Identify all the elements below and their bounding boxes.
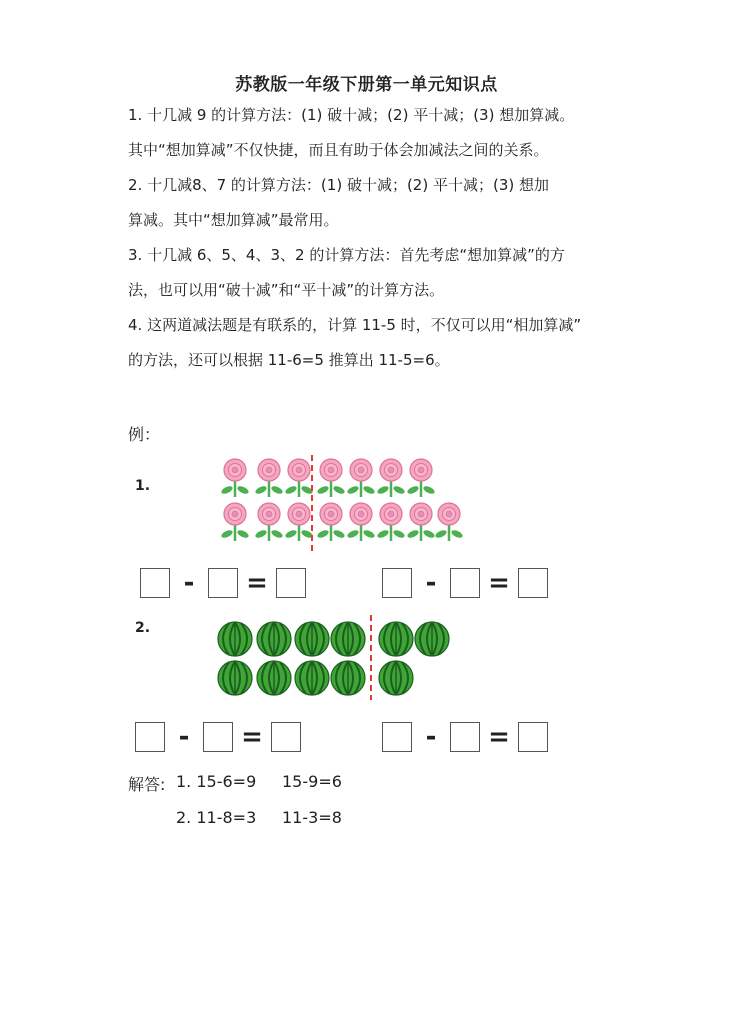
- answer-box[interactable]: [208, 568, 238, 598]
- watermelon-icon: [295, 622, 329, 656]
- minus-sign: -: [183, 568, 195, 598]
- flower-row-top: [220, 459, 435, 497]
- flower-icon: [406, 459, 435, 497]
- point-1-line-1: 1. 十几减 9 的计算方法：(1) 破十减；(2) 平十减；(3) 想加算减。: [128, 106, 575, 124]
- point-4: [128, 308, 608, 378]
- equation-2b: [382, 722, 548, 752]
- watermelon-icon: [415, 622, 449, 656]
- answer-2b: 11-3=8: [282, 808, 342, 827]
- flower-icon: [434, 503, 463, 541]
- equation-1a: [140, 568, 306, 598]
- flower-icon: [376, 503, 405, 541]
- minus-sign: -: [425, 568, 437, 598]
- equals-sign: =: [246, 568, 268, 598]
- answer-box[interactable]: [518, 722, 548, 752]
- minus-sign: -: [425, 722, 437, 752]
- answer-box[interactable]: [140, 568, 170, 598]
- flower-icon: [406, 503, 435, 541]
- watermelon-icon: [379, 622, 413, 656]
- point-4-line-1: 4. 这两道减法题是有联系的，计算 11-5 时，不仅可以用“相加算减”: [128, 316, 582, 334]
- point-2: [128, 168, 608, 238]
- flower-icon: [346, 459, 375, 497]
- answer-box[interactable]: [203, 722, 233, 752]
- equals-sign: =: [488, 722, 510, 752]
- flower-icon: [254, 503, 283, 541]
- watermelon-figure: [212, 615, 457, 700]
- answer-box[interactable]: [382, 568, 412, 598]
- flower-icon: [284, 503, 313, 541]
- flower-figure: [215, 455, 465, 555]
- minus-sign: -: [178, 722, 190, 752]
- answer-box[interactable]: [450, 722, 480, 752]
- equation-1b: [382, 568, 548, 598]
- point-3: [128, 238, 608, 308]
- point-1: [128, 98, 608, 168]
- flower-icon: [220, 459, 249, 497]
- watermelon-icon: [295, 661, 329, 695]
- watermelon-icon: [218, 622, 252, 656]
- flower-icon: [254, 459, 283, 497]
- answer-box[interactable]: [271, 722, 301, 752]
- watermelon-icon: [257, 622, 291, 656]
- answer-box[interactable]: [518, 568, 548, 598]
- answer-box[interactable]: [382, 722, 412, 752]
- equation-2a: [135, 722, 301, 752]
- flower-icon: [284, 459, 313, 497]
- flower-icon: [346, 503, 375, 541]
- point-2-line-2: 算减。其中“想加算减”最常用。: [128, 211, 339, 229]
- watermelon-icon: [218, 661, 252, 695]
- answer-box[interactable]: [276, 568, 306, 598]
- question-1-number: 1.: [135, 478, 151, 494]
- point-3-line-1: 3. 十几减 6、5、4、3、2 的计算方法：首先考虑“想加算减”的方: [128, 246, 565, 264]
- answer-box[interactable]: [450, 568, 480, 598]
- answer-box[interactable]: [135, 722, 165, 752]
- watermelon-icon: [379, 661, 413, 695]
- equals-sign: =: [488, 568, 510, 598]
- point-4-line-2: 的方法，还可以根据 11-6=5 推算出 11-5=6。: [128, 351, 450, 369]
- example-label: 例：: [128, 425, 161, 444]
- watermelon-icon: [257, 661, 291, 695]
- flower-icon: [220, 503, 249, 541]
- watermelon-icon: [331, 622, 365, 656]
- answer-2a: 2. 11-8=3: [176, 808, 257, 827]
- answers-label: 解答:: [128, 775, 166, 794]
- point-3-line-2: 法，也可以用“破十减”和“平十减”的计算方法。: [128, 281, 445, 299]
- answer-1a: 1. 15-6=9: [176, 772, 257, 791]
- point-1-line-2: 其中“想加算减”不仅快捷，而且有助于体会加减法之间的关系。: [128, 141, 549, 159]
- flower-icon: [316, 503, 345, 541]
- watermelon-row-bottom: [218, 661, 413, 695]
- equals-sign: =: [241, 722, 263, 752]
- question-2-number: 2.: [135, 620, 151, 636]
- answer-1b: 15-9=6: [282, 772, 342, 791]
- page-title: 苏教版一年级下册第一单元知识点: [235, 75, 498, 95]
- watermelon-row-top: [218, 622, 449, 656]
- watermelon-icon: [331, 661, 365, 695]
- flower-icon: [376, 459, 405, 497]
- flower-icon: [316, 459, 345, 497]
- flower-row-bottom: [220, 503, 463, 541]
- point-2-line-1: 2. 十几减8、7 的计算方法：(1) 破十减；(2) 平十减；(3) 想加: [128, 176, 549, 194]
